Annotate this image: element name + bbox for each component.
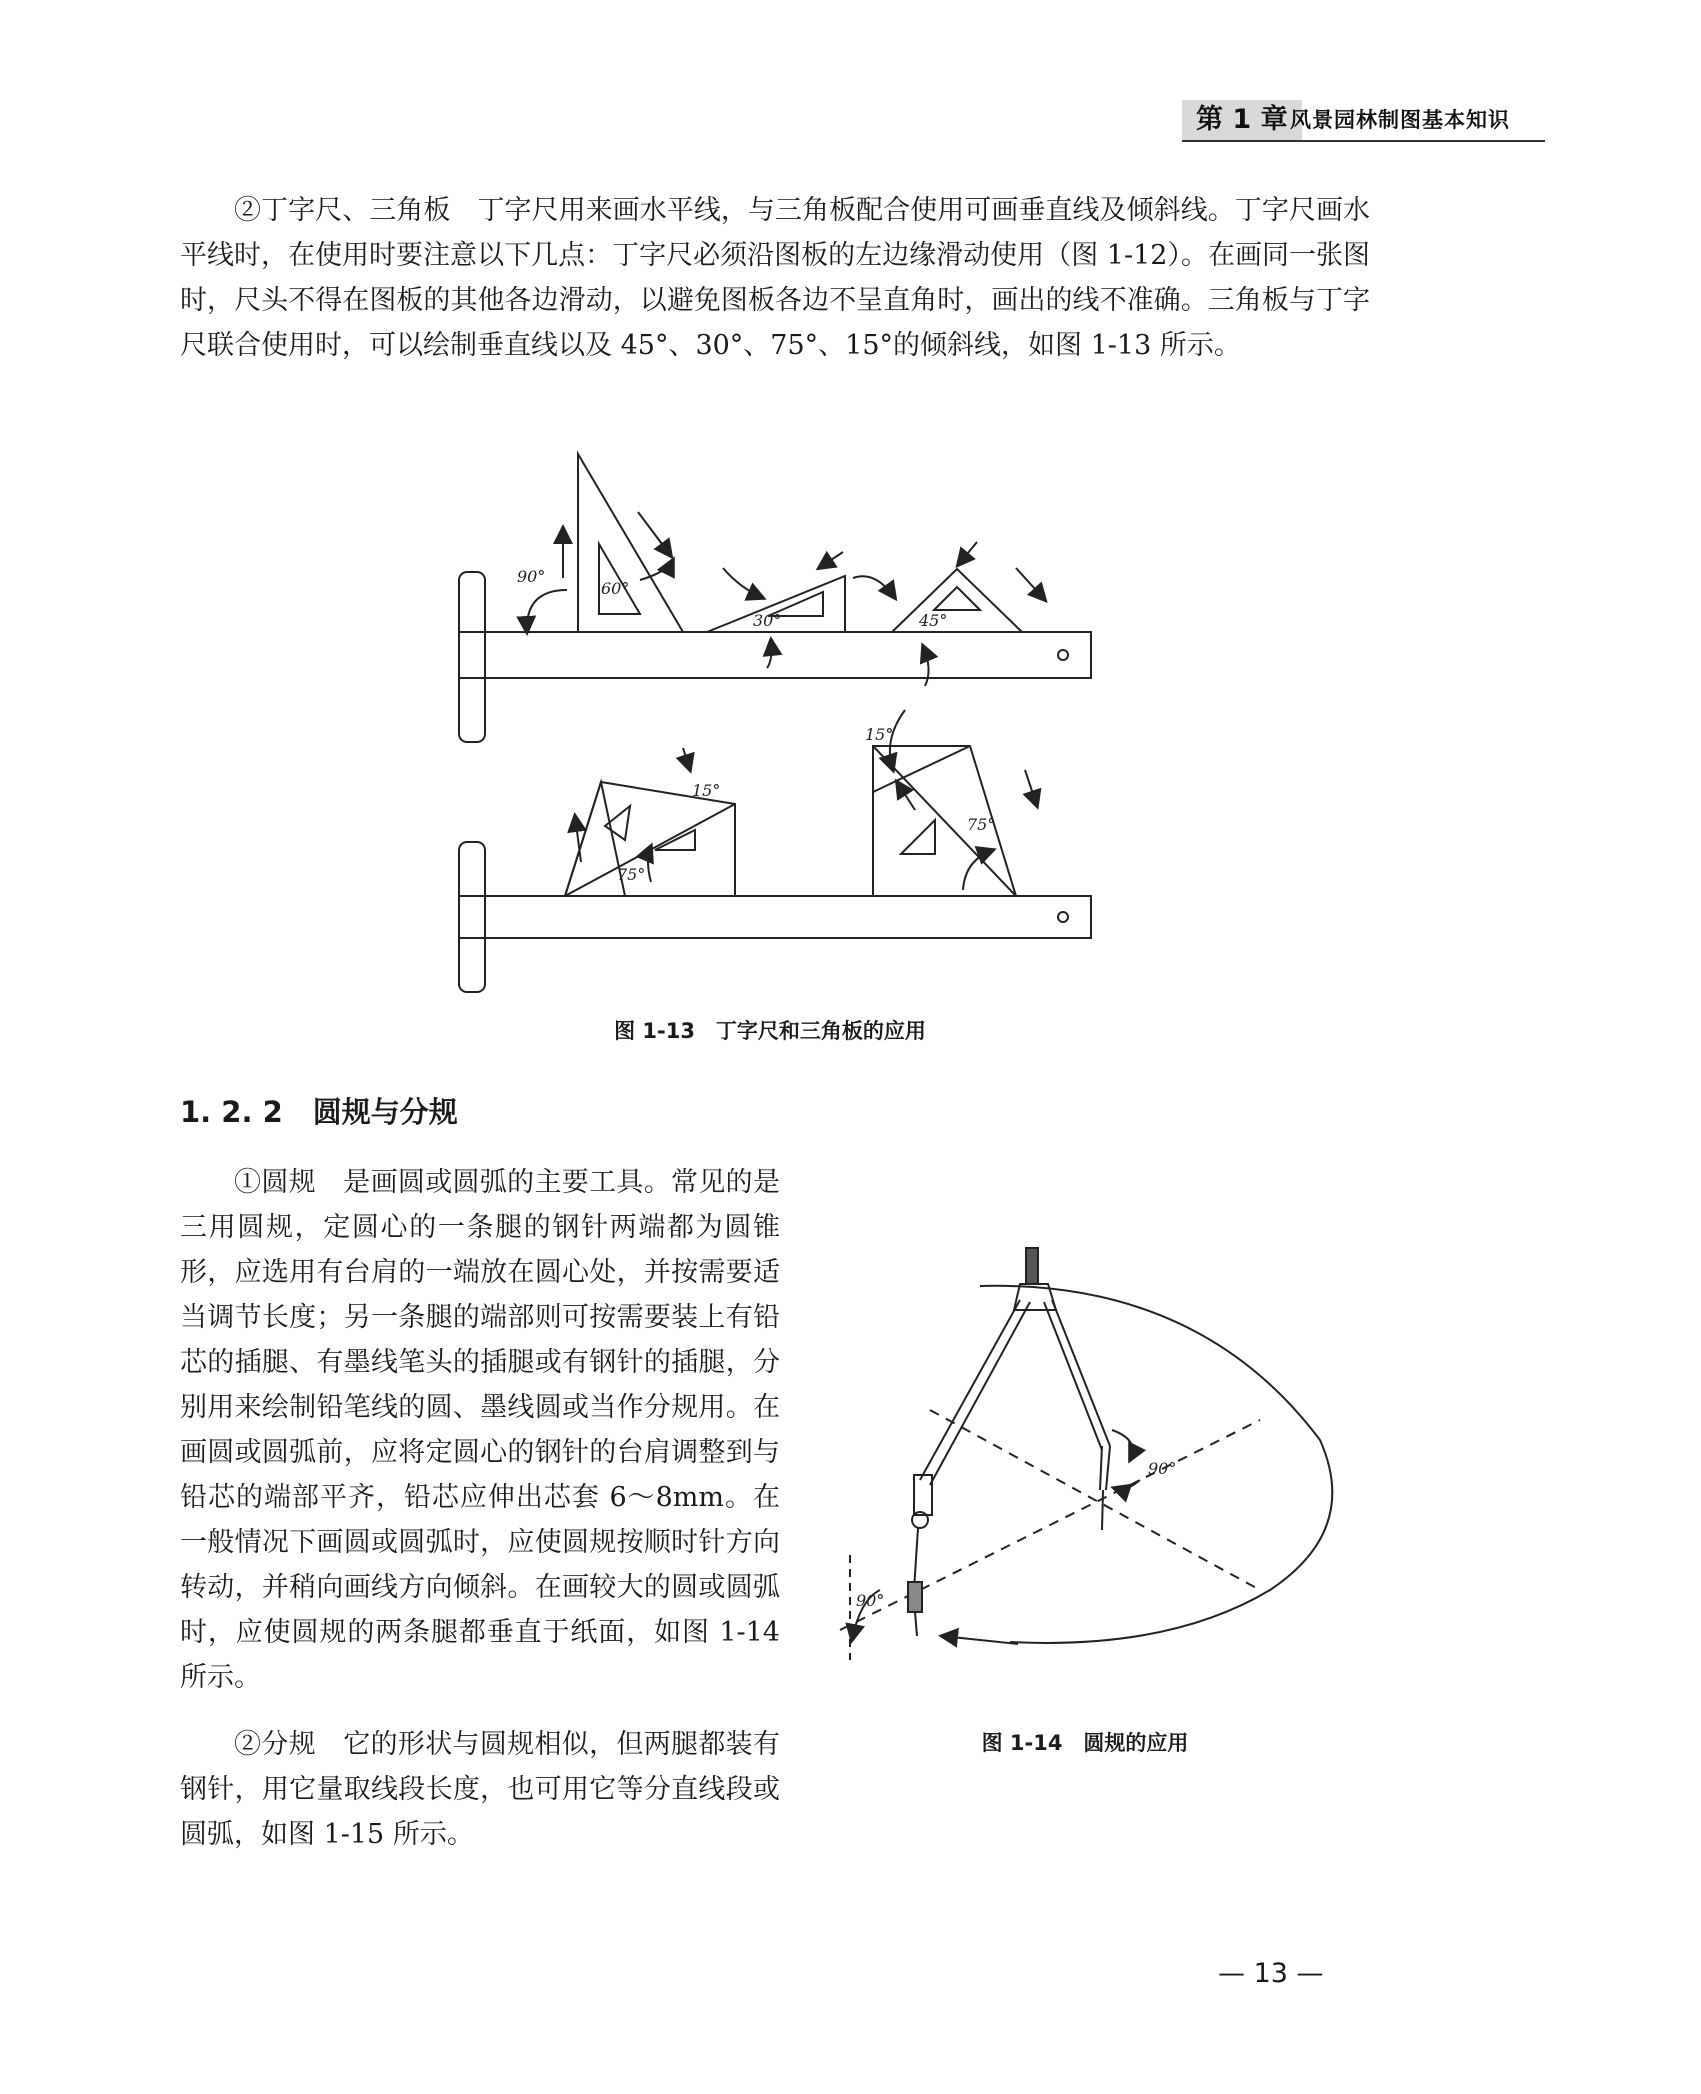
figure-1-14-caption: 图 1-14 圆规的应用 <box>981 1731 1189 1755</box>
angle-label-90-right: 90° <box>1148 1459 1177 1478</box>
header-rule <box>1182 140 1545 142</box>
angle-label-90-left: 90° <box>856 1591 885 1610</box>
chapter-title: 风景园林制图基本知识 <box>1290 108 1510 132</box>
figure-1-13-caption: 图 1-13 丁字尺和三角板的应用 <box>614 1019 926 1043</box>
angle-label-60: 60° <box>601 579 630 598</box>
angle-label-30: 30° <box>753 611 782 630</box>
angle-label-15-left: 15° <box>692 781 721 800</box>
t-square-head-top <box>459 572 485 742</box>
running-header <box>1182 100 1545 142</box>
section-heading <box>180 1090 458 1131</box>
chapter-label: 第 1 章 <box>1182 100 1302 140</box>
paragraph-t-square: ②丁字尺、三角板 丁字尺用来画水平线，与三角板配合使用可画垂直线及倾斜线。丁字尺画水平线时，在使用时要注意以下几点：丁字尺必须沿图板的左边缘滑动使用（图 1-12）。在画同一张图时，尺头不得在图板的其他各边滑动，以避免图板各边不呈直角时，画出的线不准确。三角板与丁字尺联合使用时，可以绘制垂直线以及 45°、30°、75°、15°的倾斜线，如图 1-13 所示。 <box>180 195 1370 361</box>
angle-label-45: 45° <box>919 611 948 630</box>
paragraph-divider: ②分规 它的形状与圆规相似，但两腿都装有钢针，用它量取线段长度，也可用它等分直线段或圆弧，如图 1-15 所示。 <box>180 1729 780 1850</box>
t-square-blade-bottom <box>459 896 1091 938</box>
compass-diagram <box>830 1240 1340 1680</box>
figure-1-14 <box>830 1240 1340 1680</box>
angle-label-75-left: 75° <box>617 865 646 884</box>
t-square-head-bottom <box>459 842 485 992</box>
angle-label-75-right: 75° <box>967 815 996 834</box>
angle-label-90: 90° <box>517 567 546 586</box>
angle-label-15-right: 15° <box>865 725 894 744</box>
section-number: 1. 2. 2 <box>180 1095 283 1129</box>
page-number: — 13 — <box>1218 1958 1324 1989</box>
t-square-triangles-diagram <box>445 450 1095 995</box>
paragraph-compass: ①圆规 是画圆或圆弧的主要工具。常见的是三用圆规，定圆心的一条腿的钢针两端都为圆锥形，应选用有台肩的一端放在圆心处，并按需要适当调节长度；另一条腿的端部则可按需要装上有铅芯的插腿、有墨线笔头的插腿或有钢针的插腿，分别用来绘制铅笔线的圆、墨线圆或当作分规用。在画圆或圆弧前，应将定圆心的钢针的台肩调整到与铅芯的端部平齐，铅芯应伸出芯套 6～8mm。在一般情况下画圆或圆弧时，应使圆规按顺时针方向转动，并稍向画线方向倾斜。在画较大的圆或圆弧时，应使圆规的两条腿都垂直于纸面，如图 1-14 所示。 <box>180 1167 780 1693</box>
section-title-text: 圆规与分规 <box>312 1095 458 1129</box>
t-square-blade-top <box>459 632 1091 678</box>
figure-1-13 <box>445 450 1095 995</box>
